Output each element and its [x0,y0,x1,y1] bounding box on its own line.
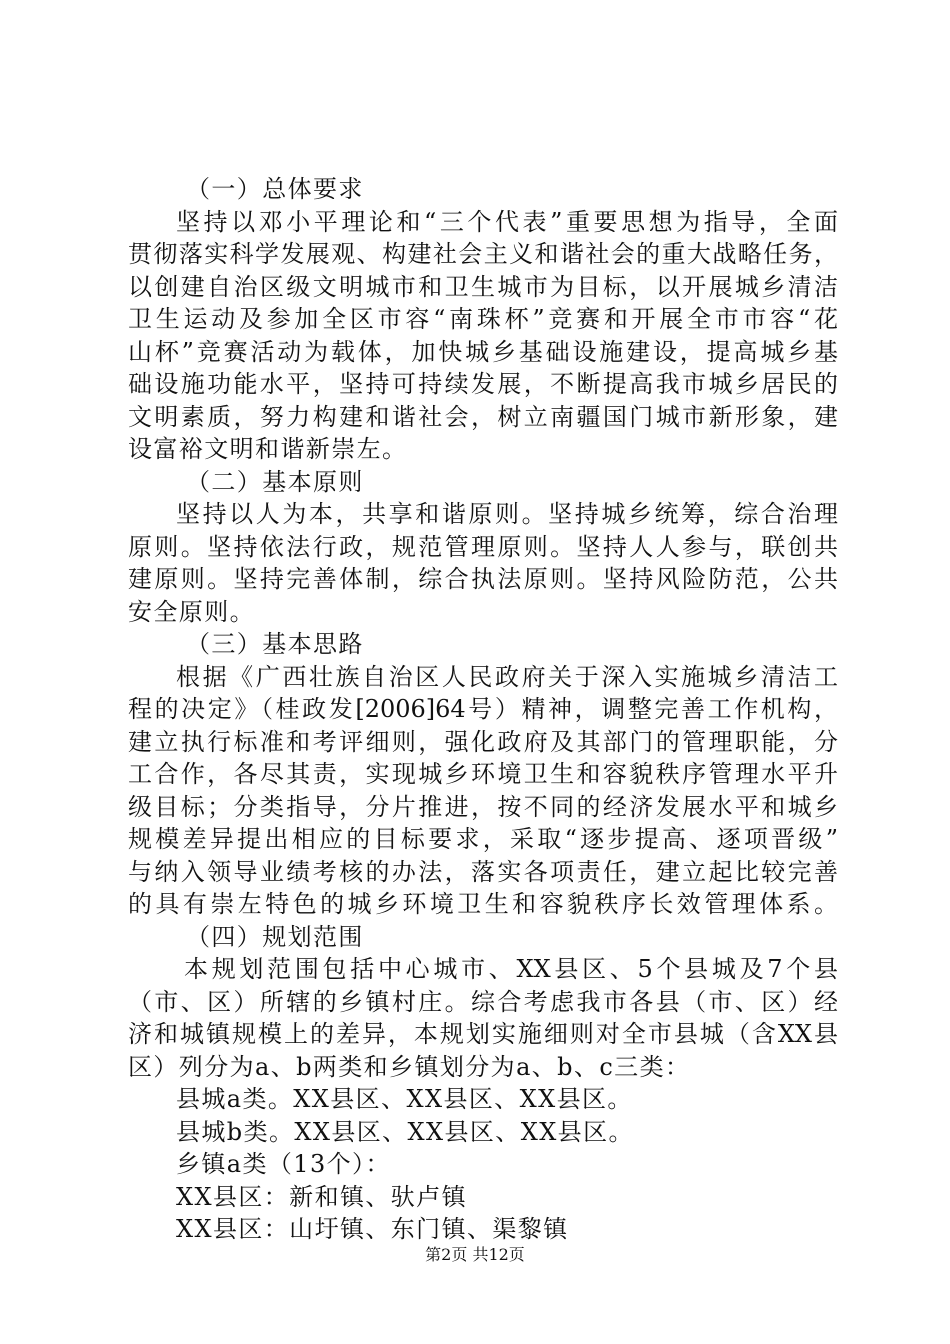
text-line: 山杯”竞赛活动为载体，加快城乡基础设施建设，提高城乡基 [128,337,838,366]
text-line: 原则。坚持依法行政，规范管理原则。坚持人人参与，联创共 [128,532,838,561]
text-line: 程的决定》（桂政发[2006]64号）精神，调整完善工作机构， [128,695,838,723]
text-line: 文明素质，努力构建和谐社会，树立南疆国门城市新形象，建 [128,402,838,431]
text-line: 本规划范围包括中心城市、XX县区、5个县城及7个县 [184,955,838,983]
text-line: 建原则。坚持完善体制，综合执法原则。坚持风险防范，公共 [128,565,838,593]
text-line: 础设施功能水平，坚持可持续发展，不断提高我市城乡居民的 [128,370,838,398]
text-line: 贯彻落实科学发展观、构建社会主义和谐社会的重大战略任务， [128,240,838,268]
text-line: 卫生运动及参加全区市容“南珠杯”竞赛和开展全市市容“花 [128,305,838,333]
text-line: （三）基本思路 [186,630,364,658]
text-line: 安全原则。 [128,597,255,626]
document-body [128,173,838,1246]
text-line: （市、区）所辖的乡镇村庄。综合考虑我市各县（市、区）经 [128,987,838,1016]
text-line: 县城b类。XX县区、XX县区、XX县区。 [176,1117,634,1146]
text-line: 设富裕文明和谐新崇左。 [128,435,408,463]
text-line: 以创建自治区级文明城市和卫生城市为目标，以开展城乡清洁 [128,272,838,301]
text-line: XX县区：新和镇、驮卢镇 [176,1182,467,1211]
text-line: 坚持以邓小平理论和“三个代表”重要思想为指导，全面 [176,207,838,236]
text-line: XX县区：山圩镇、东门镇、渠黎镇 [176,1215,569,1243]
text-line: （四）规划范围 [186,922,364,951]
text-line: 工合作，各尽其责，实现城乡环境卫生和容貌秩序管理水平升 [128,760,838,788]
text-line: 级目标；分类指导，分片推进，按不同的经济发展水平和城乡 [128,792,838,821]
text-line: 县城a类。XX县区、XX县区、XX县区。 [176,1085,633,1113]
text-line: 区）列分为a、b两类和乡镇划分为a、b、c三类： [128,1052,691,1081]
text-line: （二）基本原则 [186,467,364,496]
text-line: 根据《广西壮族自治区人民政府关于深入实施城乡清洁工 [176,662,838,691]
text-line: 规模差异提出相应的目标要求，采取“逐步提高、逐项晋级” [128,825,838,853]
text-line: 与纳入领导业绩考核的办法，落实各项责任，建立起比较完善 [128,857,838,886]
text-line: 乡镇a类（13个）： [176,1150,391,1178]
page-footer: 第2页 共12页 [425,1245,525,1264]
text-line: 建立执行标准和考评细则，强化政府及其部门的管理职能，分 [128,727,838,756]
text-line: 坚持以人为本，共享和谐原则。坚持城乡统筹，综合治理 [176,500,838,528]
text-line: （一）总体要求 [186,175,364,203]
text-line: 济和城镇规模上的差异，本规划实施细则对全市县城（含XX县 [128,1020,838,1048]
text-line: 的具有崇左特色的城乡环境卫生和容貌秩序长效管理体系。 [128,890,838,918]
